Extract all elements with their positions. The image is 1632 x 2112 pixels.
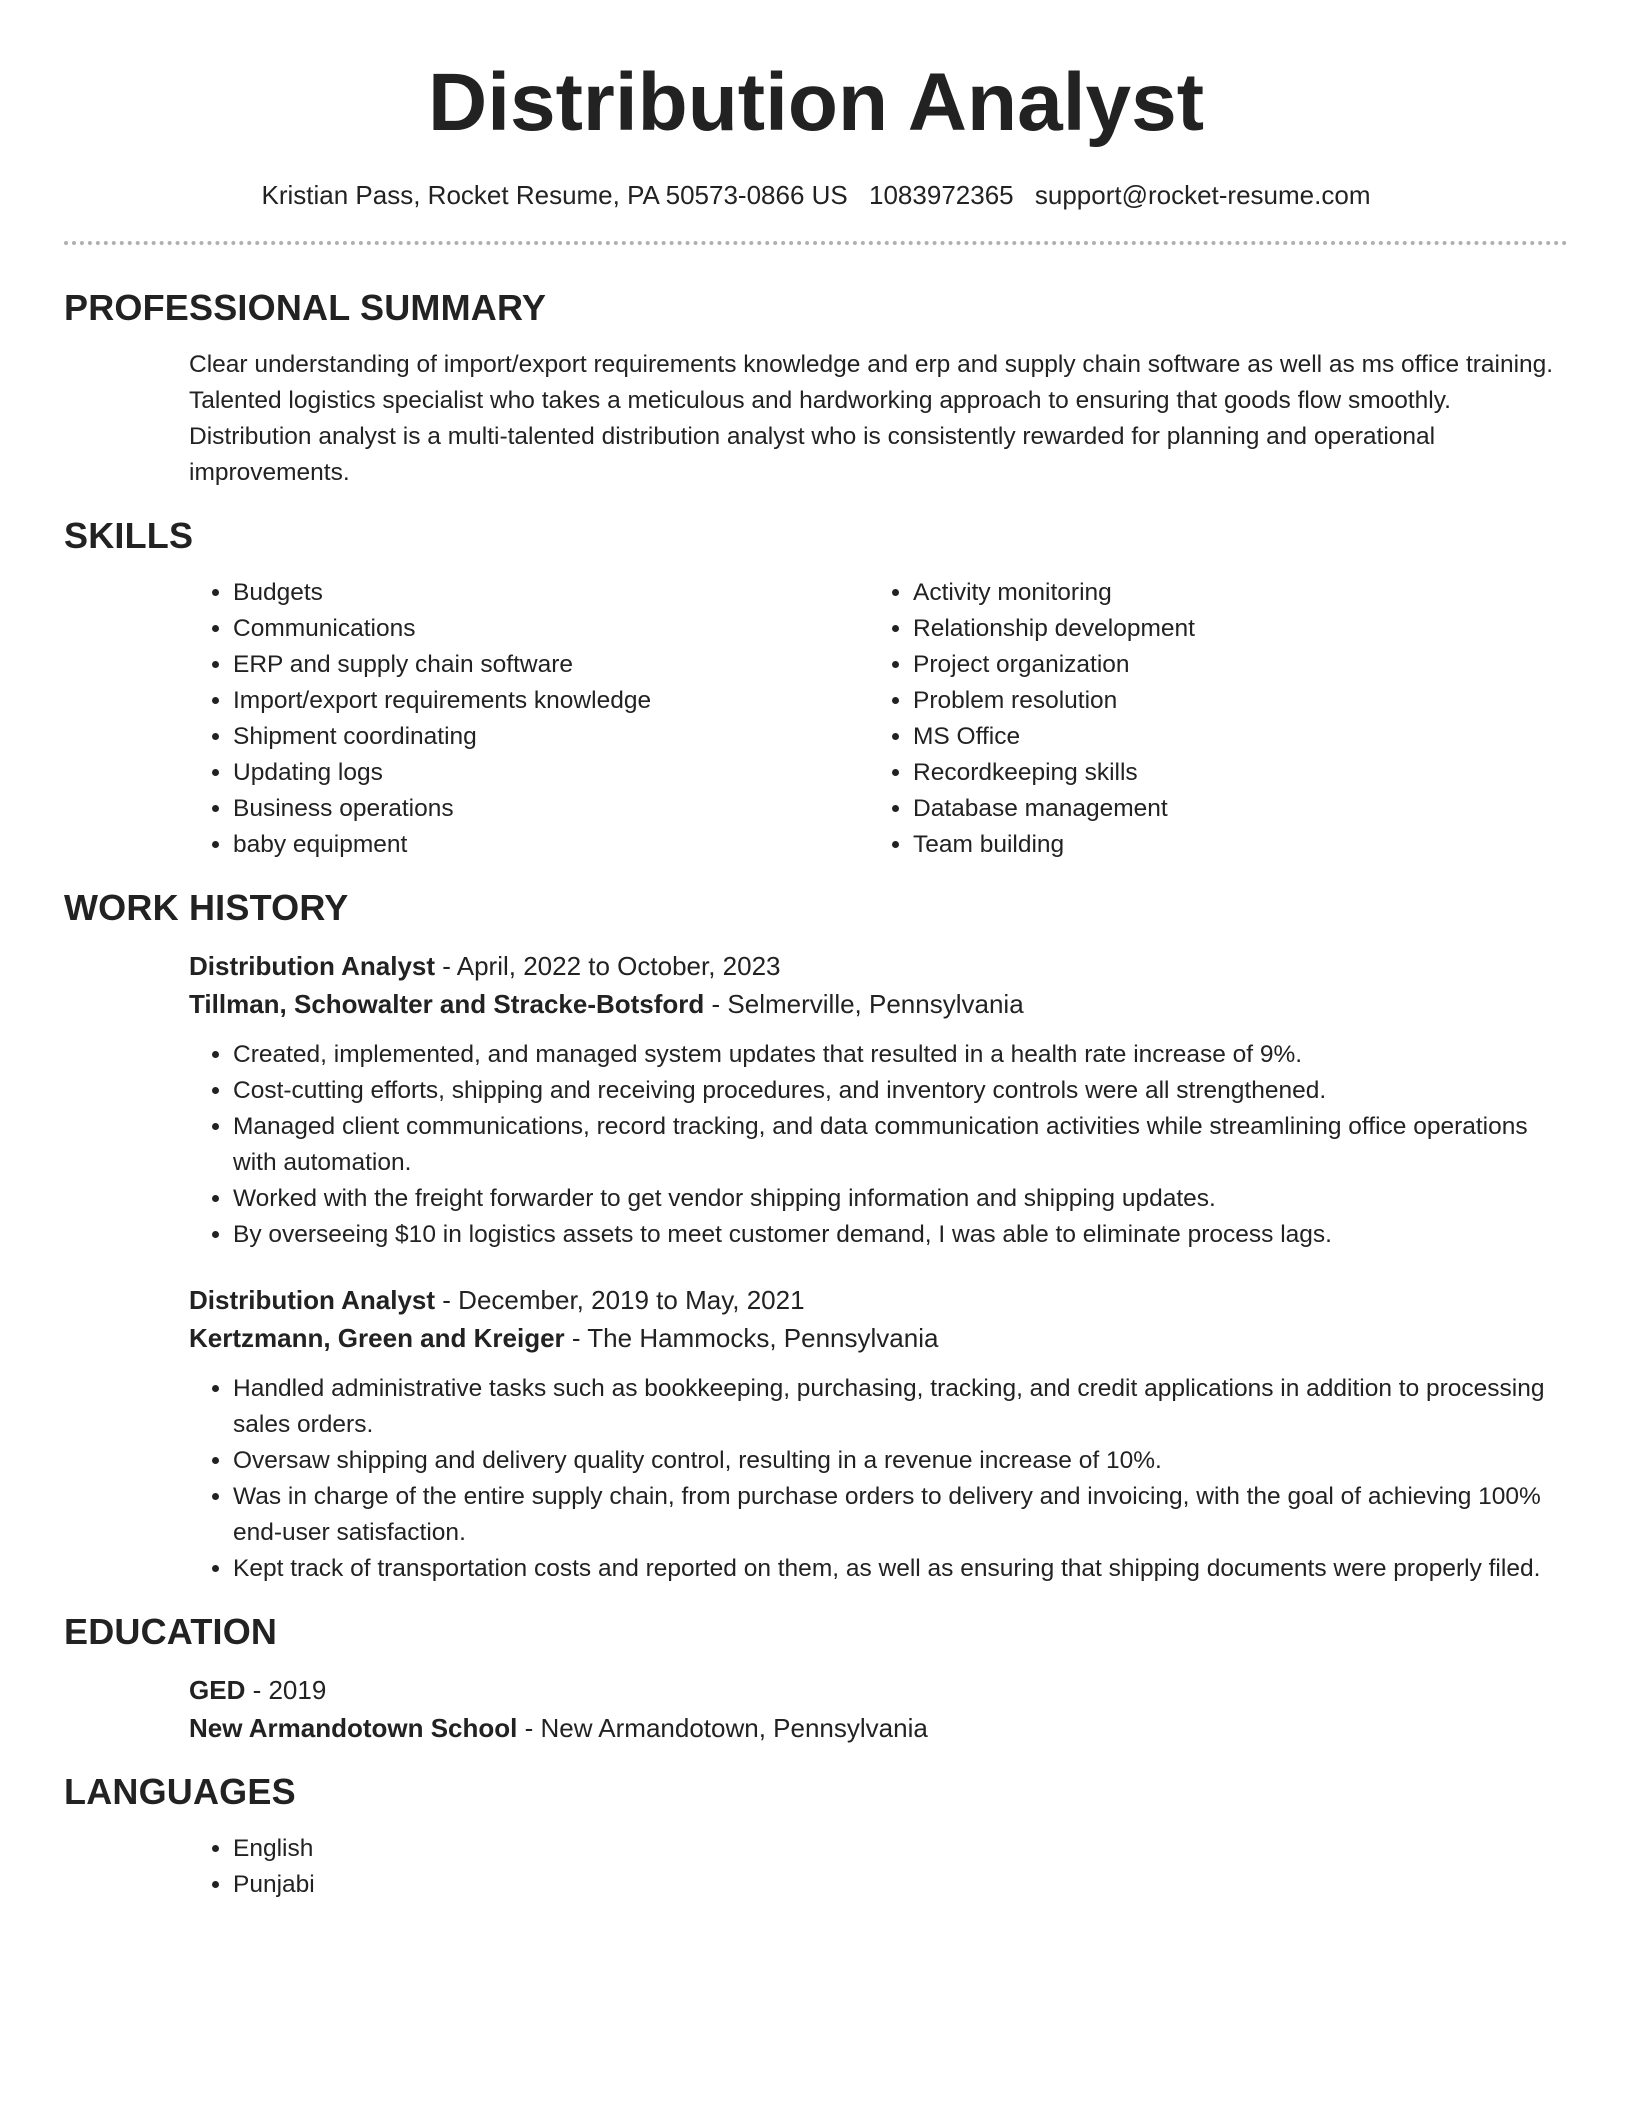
skill-item: • Business operations: [233, 791, 869, 827]
skill-item: • Problem resolution: [913, 683, 1549, 719]
work-history-title: WORK HISTORY: [64, 887, 349, 928]
education-school: New Armandotown School: [189, 1713, 518, 1743]
contact-line: [64, 180, 1568, 211]
job-title-line: [189, 1281, 1568, 1319]
skills-list: [189, 575, 1568, 863]
job-location: - Selmerville, Pennsylvania: [704, 989, 1024, 1019]
skill-item: • Database management: [913, 791, 1549, 827]
education-entry: [189, 1671, 1568, 1747]
education-degree: GED: [189, 1675, 246, 1705]
job-bullet: • Created, implemented, and managed system updates that resulted in a health rate increase of 9%.: [233, 1037, 1568, 1073]
education-year: - 2019: [245, 1675, 327, 1705]
job-bullet: • Handled administrative tasks such as bookkeeping, purchasing, tracking, and credit applications in addition to processing sales orders.: [233, 1371, 1568, 1443]
job-company: Kertzmann, Green and Kreiger: [189, 1323, 565, 1353]
skill-item: • Recordkeeping skills: [913, 755, 1549, 791]
skill-item: • Project organization: [913, 647, 1549, 683]
skills-column-right: [869, 575, 1549, 863]
skill-item: • Communications: [233, 611, 869, 647]
skill-item: • Shipment coordinating: [233, 719, 869, 755]
summary-text: Clear understanding of import/export requirements knowledge and erp and supply chain software as well as ms office training. Talented logistics specialist who takes a meticulous and hardworking approach to ensuring that goods flow smoothly. Distribution analyst is a multi-talented distribution analyst who is consistently rewarded for planning and operational improvements.: [189, 351, 1554, 486]
job-bullet: • Worked with the freight forwarder to get vendor shipping information and shipping updates.: [233, 1181, 1568, 1217]
work-history: [189, 947, 1568, 1587]
job-dates: - April, 2022 to October, 2023: [435, 951, 781, 981]
languages-list: [189, 1831, 1568, 1903]
skill-item: • MS Office: [913, 719, 1549, 755]
skill-item: • Budgets: [233, 575, 869, 611]
languages-title: LANGUAGES: [64, 1771, 296, 1812]
header-divider: [64, 241, 1568, 245]
job-role: Distribution Analyst: [189, 1285, 436, 1315]
resume-name: Distribution Analyst: [428, 57, 1204, 148]
skill-item: • Team building: [913, 827, 1549, 863]
job-company-line: [189, 1319, 1568, 1357]
job-entry: [189, 1281, 1568, 1587]
education-degree-line: [189, 1671, 1568, 1709]
job-bullet: • Was in charge of the entire supply chain, from purchase orders to delivery and invoicing, with the goal of achieving 100% end-user satisfaction.: [233, 1479, 1568, 1551]
summary-title: PROFESSIONAL SUMMARY: [64, 287, 547, 328]
skill-item: • ERP and supply chain software: [233, 647, 869, 683]
job-bullet: • Oversaw shipping and delivery quality control, resulting in a revenue increase of 10%.: [233, 1443, 1568, 1479]
contact-phone: 1083972365: [869, 180, 1014, 210]
skill-item: • Import/export requirements knowledge: [233, 683, 869, 719]
job-entry: [189, 947, 1568, 1253]
job-company: Tillman, Schowalter and Stracke-Botsford: [189, 989, 705, 1019]
skill-item: • Activity monitoring: [913, 575, 1549, 611]
skill-item: • baby equipment: [233, 827, 869, 863]
job-company-line: [189, 985, 1568, 1023]
job-bullet: • Kept track of transportation costs and reported on them, as well as ensuring that shipping documents were properly filed.: [233, 1551, 1568, 1587]
language-item: • Punjabi: [233, 1867, 1568, 1903]
skills-column-left: [189, 575, 869, 863]
job-title-line: [189, 947, 1568, 985]
contact-address: Kristian Pass, Rocket Resume, PA 50573-0866 US: [261, 180, 848, 210]
job-bullet: • Cost-cutting efforts, shipping and receiving procedures, and inventory controls were all strengthened.: [233, 1073, 1568, 1109]
skills-title: SKILLS: [64, 515, 194, 556]
skill-item: • Updating logs: [233, 755, 869, 791]
contact-email: support@rocket-resume.com: [1034, 180, 1371, 210]
job-dates: - December, 2019 to May, 2021: [435, 1285, 805, 1315]
job-bullets: [189, 1037, 1568, 1253]
education-title: EDUCATION: [64, 1611, 278, 1652]
job-bullet: • Managed client communications, record tracking, and data communication activities while streamlining office operations with automation.: [233, 1109, 1568, 1181]
education-location: - New Armandotown, Pennsylvania: [517, 1713, 928, 1743]
education-school-line: [189, 1709, 1568, 1747]
job-location: - The Hammocks, Pennsylvania: [564, 1323, 939, 1353]
language-item: • English: [233, 1831, 1568, 1867]
skill-item: • Relationship development: [913, 611, 1549, 647]
job-bullets: [189, 1371, 1568, 1587]
job-role: Distribution Analyst: [189, 951, 436, 981]
job-bullet: • By overseeing $10 in logistics assets to meet customer demand, I was able to eliminate process lags.: [233, 1217, 1568, 1253]
